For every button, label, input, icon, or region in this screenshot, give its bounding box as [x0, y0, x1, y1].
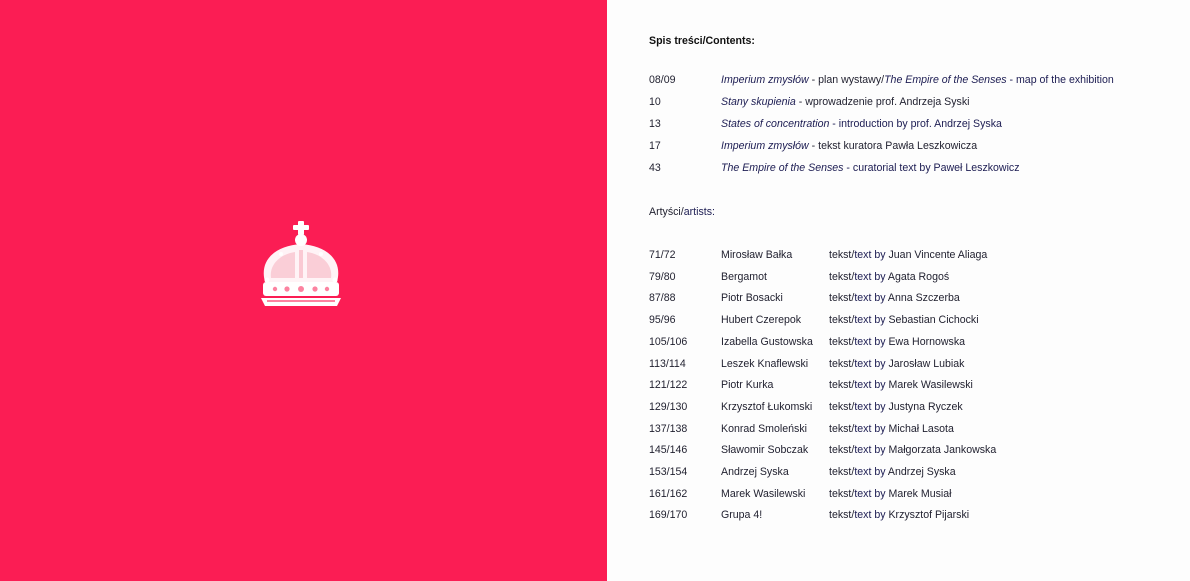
artist-name: Sławomir Sobczak	[721, 444, 809, 456]
artist-credit	[829, 313, 979, 327]
contents-text-en: - map of the exhibition	[1006, 74, 1114, 86]
credit-label-en: text by	[854, 466, 886, 478]
credit-label-pl: tekst/	[829, 423, 855, 435]
credit-label-en: text by	[854, 509, 886, 521]
credit-author: Marek Musiał	[885, 488, 952, 500]
artist-name: Piotr Bosacki	[721, 292, 783, 304]
credit-author: Jarosław Lubiak	[885, 358, 965, 370]
artist-credit	[829, 422, 954, 436]
contents-page-number: 10	[649, 96, 661, 108]
contents-title-pl: Imperium zmysłów	[721, 74, 809, 86]
credit-author: Krzysztof Pijarski	[885, 509, 970, 521]
credit-label-en: text by	[854, 379, 886, 391]
artist-credit	[829, 357, 964, 371]
artist-credit	[829, 335, 965, 349]
credit-label-en: text by	[854, 336, 886, 348]
artist-pages: 113/114	[649, 358, 686, 370]
contents-page-number: 08/09	[649, 74, 676, 86]
artist-pages: 137/138	[649, 423, 688, 435]
contents-description	[721, 73, 1114, 87]
artist-credit	[829, 465, 956, 479]
artist-pages: 129/130	[649, 401, 688, 413]
artist-name: Mirosław Bałka	[721, 249, 793, 261]
artists-heading	[649, 206, 715, 218]
contents-description	[721, 117, 1002, 131]
credit-label-en: text by	[854, 358, 886, 370]
contents-description	[721, 95, 970, 109]
artist-name: Izabella Gustowska	[721, 336, 813, 348]
credit-label-en: text by	[854, 488, 886, 500]
artist-name: Grupa 4!	[721, 509, 763, 521]
credit-label-en: text by	[854, 292, 886, 304]
credit-label-pl: tekst/	[829, 292, 855, 304]
artist-pages: 71/72	[649, 249, 676, 261]
artist-pages: 95/96	[649, 314, 676, 326]
artist-pages: 87/88	[649, 292, 676, 304]
artist-name: Andrzej Syska	[721, 466, 789, 478]
crown-icon	[255, 220, 347, 315]
credit-label-en: text by	[854, 249, 886, 261]
credit-author: Sebastian Cichocki	[885, 314, 979, 326]
credit-label-pl: tekst/	[829, 379, 855, 391]
artist-pages: 105/106	[649, 336, 688, 348]
credit-author: Ewa Hornowska	[885, 336, 966, 348]
contents-text-en: - curatorial text by Paweł Leszkowicz	[843, 162, 1020, 174]
artist-name: Leszek Knaflewski	[721, 358, 809, 370]
credit-label-en: text by	[854, 314, 886, 326]
artists-heading-en: artists:	[683, 206, 715, 218]
credit-label-pl: tekst/	[829, 488, 855, 500]
artist-pages: 153/154	[649, 466, 688, 478]
artist-name: Bergamot	[721, 271, 767, 283]
right-page-contents	[607, 0, 1190, 581]
artist-pages: 79/80	[649, 271, 676, 283]
contents-title-en: States of concentration	[721, 118, 830, 130]
credit-label-pl: tekst/	[829, 314, 855, 326]
contents-page-number: 17	[649, 140, 661, 152]
credit-label-pl: tekst/	[829, 358, 855, 370]
credit-label-pl: tekst/	[829, 271, 855, 283]
credit-label-pl: tekst/	[829, 444, 855, 456]
credit-label-pl: tekst/	[829, 466, 855, 478]
credit-author: Marek Wasilewski	[885, 379, 973, 391]
artist-credit	[829, 443, 996, 457]
artist-name: Hubert Czerepok	[721, 314, 802, 326]
credit-label-en: text by	[854, 271, 886, 283]
artist-name: Marek Wasilewski	[721, 488, 806, 500]
credit-label-pl: tekst/	[829, 249, 855, 261]
contents-description	[721, 161, 1020, 175]
credit-author: Anna Szczerba	[885, 292, 960, 304]
credit-label-pl: tekst/	[829, 401, 855, 413]
artist-credit	[829, 508, 969, 522]
artist-credit	[829, 291, 960, 305]
credit-label-en: text by	[854, 423, 886, 435]
contents-title-en: The Empire of the Senses	[884, 74, 1007, 86]
credit-author: Juan Vincente Aliaga	[885, 249, 988, 261]
contents-description	[721, 139, 977, 153]
artist-pages: 169/170	[649, 509, 688, 521]
credit-author: Michał Lasota	[885, 423, 954, 435]
contents-text-pl: - plan wystawy/	[808, 74, 885, 86]
artist-pages: 161/162	[649, 488, 688, 500]
artist-credit	[829, 248, 987, 262]
contents-page-number: 43	[649, 162, 661, 174]
artist-pages: 145/146	[649, 444, 688, 456]
artist-credit	[829, 487, 951, 501]
artist-credit	[829, 378, 973, 392]
contents-title-pl: Imperium zmysłów	[721, 140, 809, 152]
artist-pages: 121/122	[649, 379, 688, 391]
credit-author: Justyna Ryczek	[885, 401, 963, 413]
credit-label-en: text by	[854, 401, 886, 413]
contents-title-pl: Stany skupienia	[721, 96, 796, 108]
contents-title-en: The Empire of the Senses	[721, 162, 844, 174]
contents-text-pl: - wprowadzenie prof. Andrzeja Syski	[795, 96, 970, 108]
artist-name: Konrad Smoleński	[721, 423, 807, 435]
artist-credit	[829, 400, 963, 414]
artists-heading-pl: Artyści/	[649, 206, 684, 218]
contents-title: Spis treści/Contents:	[649, 35, 755, 47]
credit-label-pl: tekst/	[829, 509, 855, 521]
credit-author: Agata Rogoś	[885, 271, 950, 283]
artist-credit	[829, 270, 949, 284]
credit-author: Andrzej Syska	[885, 466, 956, 478]
credit-label-en: text by	[854, 444, 886, 456]
contents-page-number: 13	[649, 118, 661, 130]
artist-name: Krzysztof Łukomski	[721, 401, 813, 413]
contents-text-en: - introduction by prof. Andrzej Syska	[829, 118, 1002, 130]
contents-text-pl: - tekst kuratora Pawła Leszkowicza	[808, 140, 978, 152]
artist-name: Piotr Kurka	[721, 379, 774, 391]
credit-label-pl: tekst/	[829, 336, 855, 348]
credit-author: Małgorzata Jankowska	[885, 444, 997, 456]
